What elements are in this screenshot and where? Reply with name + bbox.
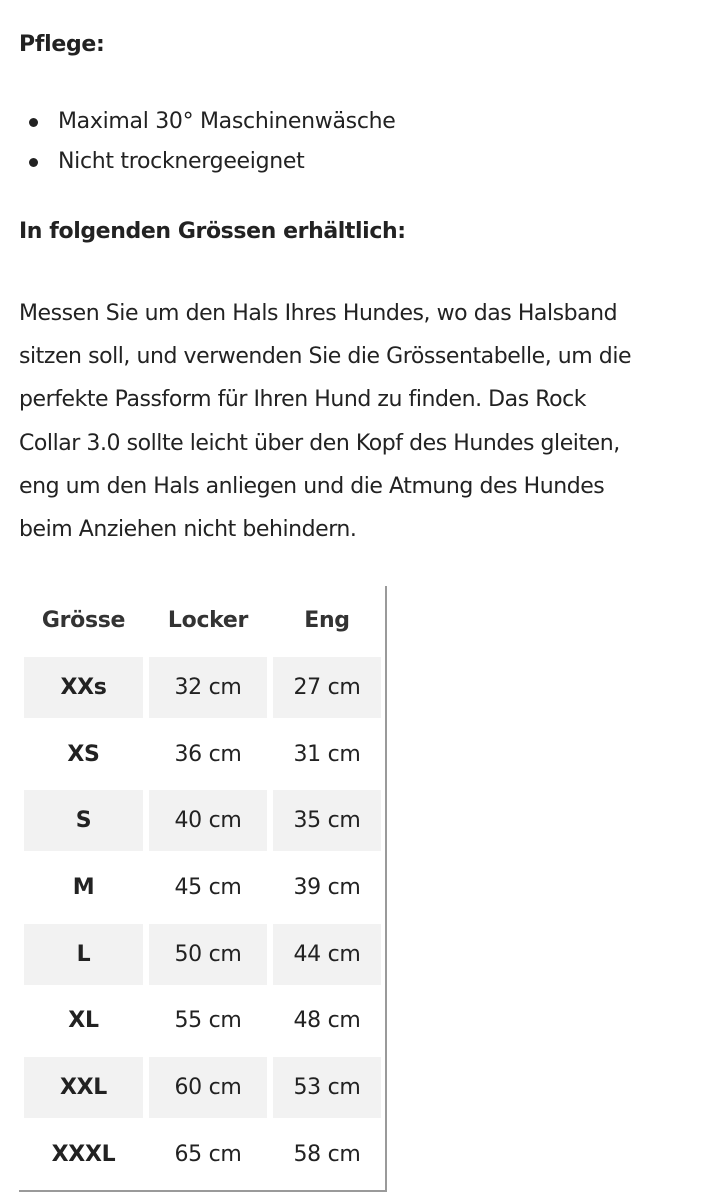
cell-size: L [24,924,143,985]
care-heading: Pflege: [19,32,105,57]
care-list [0,104,726,184]
table-row [24,924,381,985]
cell-tight: 53 cm [273,1057,381,1118]
cell-size: M [72,875,95,900]
bullet-icon [29,158,38,167]
description-line: sitzen soll, und verwenden Sie die Grössentabelle, um die [19,344,632,370]
cell-size: XS [67,742,100,767]
description-line: Messen Sie um den Hals Ihres Hundes, wo das Halsband [19,301,618,326]
table-row [24,790,381,851]
cell-tight: 39 cm [293,875,361,900]
header-size: Grösse [41,608,126,633]
care-list-item [0,144,726,184]
description-line: perfekte Passform für Ihren Hund zu finden. Das Rock [19,387,587,413]
size-table[interactable] [19,586,387,1192]
cell-size: XXs [24,657,143,718]
cell-tight: 44 cm [273,924,381,985]
table-row [24,990,381,1051]
table-row [24,857,381,918]
cell-loose: 50 cm [149,924,267,985]
cell-tight: 31 cm [293,742,361,767]
table-row [24,657,381,718]
cell-loose: 32 cm [149,657,267,718]
header-loose: Locker [167,608,249,633]
size-description [19,292,719,551]
description-line: Collar 3.0 sollte leicht über den Kopf des Hundes gleiten, [19,430,620,456]
cell-loose: 55 cm [174,1008,242,1033]
sizes-heading: In folgenden Grössen erhältlich: [19,219,406,244]
cell-size: XL [68,1008,99,1033]
table-row [24,724,381,785]
cell-loose: 65 cm [174,1142,242,1167]
cell-loose: 36 cm [174,742,242,767]
cell-loose: 60 cm [149,1057,267,1118]
bullet-icon [29,118,38,127]
table-row [24,1124,381,1185]
cell-loose: 40 cm [149,790,267,851]
description-line: eng um den Hals anliegen und die Atmung des Hundes [19,473,605,499]
cell-size: XXL [24,1057,143,1118]
care-item-text: Maximal 30° Maschinenwäsche [58,109,396,134]
cell-tight: 58 cm [293,1142,361,1167]
cell-size: S [24,790,143,851]
table-row [24,1057,381,1118]
cell-tight: 35 cm [273,790,381,851]
cell-loose: 45 cm [174,875,242,900]
header-tight: Eng [304,608,350,633]
care-item-text: Nicht trocknergeeignet [58,149,305,174]
care-list-item [0,104,726,144]
cell-tight: 27 cm [273,657,381,718]
cell-tight: 48 cm [293,1008,361,1033]
table-header-row [24,590,381,651]
cell-size: XXXL [51,1142,116,1167]
description-line: beim Anziehen nicht behindern. [19,517,357,543]
